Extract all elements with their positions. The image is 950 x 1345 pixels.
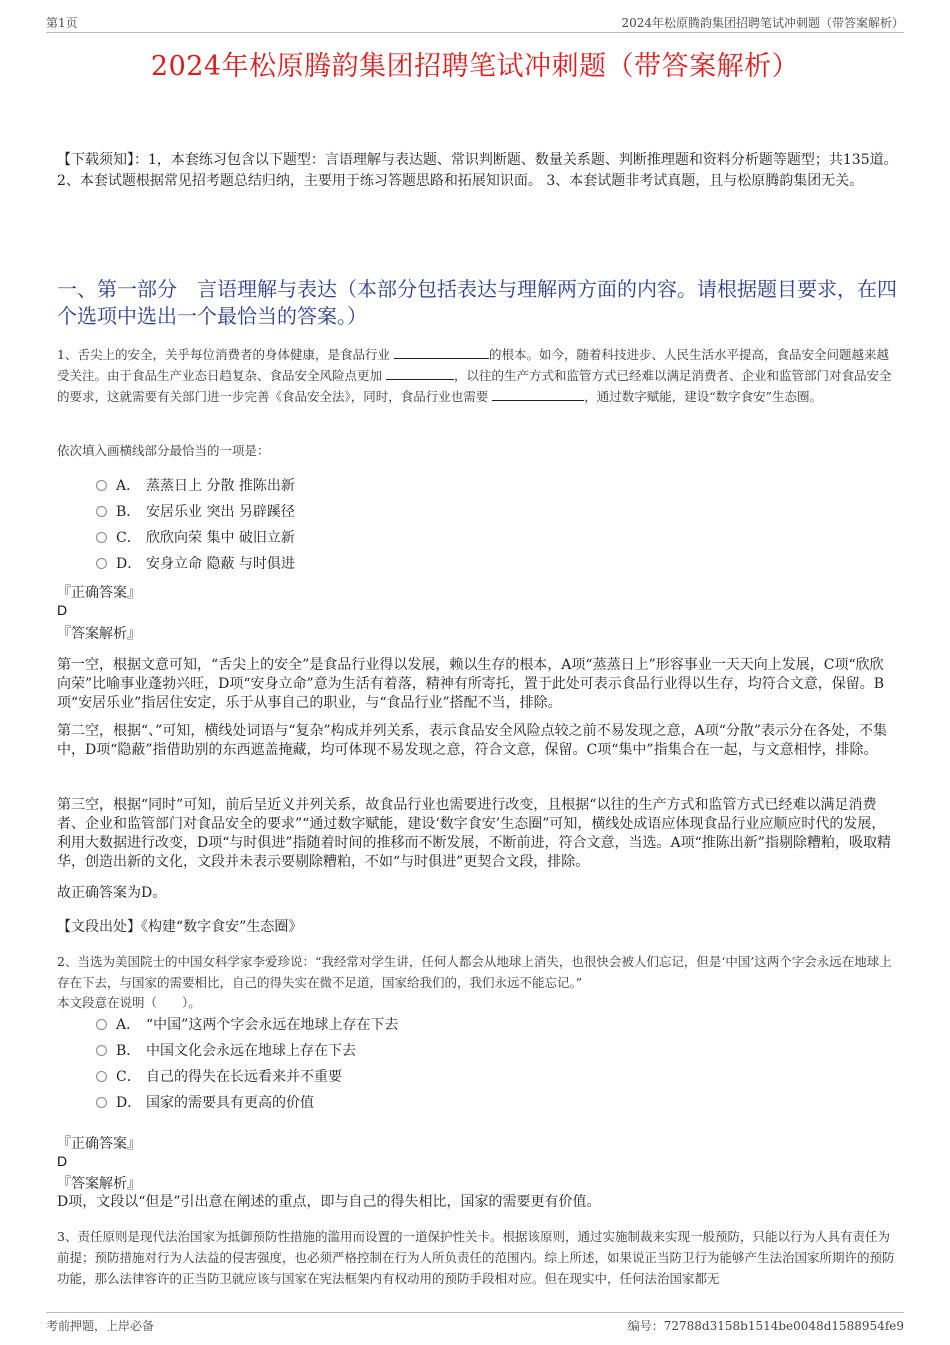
- page-header: [46, 14, 904, 33]
- option-d[interactable]: D． 国家的需要具有更高的价值: [96, 1090, 896, 1116]
- q2-stem: 2、当选为美国院士的中国女科学家李爱珍说：“我经常对学生讲，任何人都会从地球上消失，也很快会被人们忘记，但是‘中国’这两个字会永远在地球上存在下去，与国家的需要相比，自己的得失实在微不足道，国家给我们的，我们永远不能忘记。”: [57, 954, 892, 990]
- option-a[interactable]: A． 蒸蒸日上 分散 推陈出新: [96, 473, 896, 499]
- footer-doc-id: 编号：72788d3158b1514be0048d1588954fe9: [627, 1319, 904, 1333]
- footer-slogan: 考前押题，上岸必备: [46, 1319, 155, 1333]
- radio-icon[interactable]: [96, 480, 107, 491]
- page-number: 第1页: [46, 16, 78, 30]
- page-footer: [46, 1312, 904, 1333]
- q1-source: 【文段出处】《构建“数字食安”生态圈》: [57, 919, 303, 935]
- q1-options: [96, 473, 896, 577]
- radio-icon[interactable]: [96, 558, 107, 569]
- radio-icon[interactable]: [96, 1019, 107, 1030]
- radio-icon[interactable]: [96, 1097, 107, 1108]
- q1-analysis-p1: 第一空，根据文意可知，“舌尖上的安全”是食品行业得以发展，赖以生存的根本，A项“蒸蒸日上”形容事业一天天向上发展，C项“欣欣向荣”比喻事业蓬勃兴旺，D项“安身立命”意为生活有着落，精神有所寄托，置于此处可表示食品行业得以生存，均符合文意，保留。B项“安居乐业”指居住安定，乐于从事自己的职业，与“食品行业”搭配不当，排除。: [57, 657, 884, 711]
- page-title: 2024年松原腾韵集团招聘笔试冲刺题（带答案解析）: [150, 51, 800, 82]
- q1-analysis-p2: 第二空，根据“、”可知，横线处词语与“复杂”构成并列关系，表示食品安全风险点较之前不易发现之意，A项“分散”表示分在各处，不集中，D项“隐蔽”指借助别的东西遮盖掩藏，均可体现不易发现之意，符合文意，保留。C项“集中”指集合在一起，与文意相悖，排除。: [57, 723, 888, 758]
- q1-stem: 1、舌尖上的安全，关乎每位消费者的身体健康，是食品行业 的根本。如今，随着科技进步、人民生活水平提高，食品安全问题越来越受关注。由于食品生产业态日趋复杂、食品安全风险点更加 ，以往的生产方式和监管方式已经难以满足消费者、企业和监管部门对食品安全的要求，这就需要有关部门进一步完善《食品安全法》，同时，食品行业也需要 ，通过数字赋能，建设“数字食安”生态圈。: [57, 347, 892, 404]
- q1-analysis-label: 『答案解析』: [57, 626, 141, 642]
- section-heading: 一、第一部分 言语理解与表达（本部分包括表达与理解两方面的内容。请根据题目要求，在四个选项中选出一个最恰当的答案。）: [57, 277, 897, 328]
- option-c[interactable]: C． 自己的得失在长远看来并不重要: [96, 1064, 896, 1090]
- q1-prompt: 依次填入画横线部分最恰当的一项是：: [57, 443, 270, 458]
- q2-prompt: 本文段意在说明（ ）。: [57, 995, 201, 1010]
- download-notice: 【下载须知】：1，本套练习包含以下题型：言语理解与表达题、常识判断题、数量关系题、判断推理题和资料分析题等题型；共135道。 2、本套试题根据常见招考题总结归纳，主要用于练习答题思路和拓展知识面。 3、本套试题非考试真题，且与松原腾韵集团无关。: [57, 152, 898, 189]
- radio-icon[interactable]: [96, 506, 107, 517]
- radio-icon[interactable]: [96, 532, 107, 543]
- q2-analysis-label: 『答案解析』: [57, 1176, 141, 1192]
- q2-answer: D: [57, 1153, 68, 1169]
- q2-options: [96, 1012, 896, 1116]
- q2-answer-label: 『正确答案』: [57, 1136, 141, 1152]
- blank-line: [394, 346, 489, 359]
- header-doc-title: 2024年松原腾韵集团招聘笔试冲刺题（带答案解析）: [621, 16, 904, 30]
- q1-analysis-conclusion: 故正确答案为D。: [57, 885, 167, 901]
- option-b[interactable]: B． 中国文化会永远在地球上存在下去: [96, 1038, 896, 1064]
- q2-analysis: D项，文段以“但是”引出意在阐述的重点，即与自己的得失相比，国家的需要更有价值。: [57, 1194, 601, 1210]
- q1-answer: D: [57, 602, 68, 618]
- q1-analysis-p3: 第三空，根据“同时”可知，前后呈近义并列关系，故食品行业也需要进行改变，且根据“以往的生产方式和监管方式已经难以满足消费者、企业和监管部门对食品安全的要求”“通过数字赋能，建设‘数字食安’生态圈”可知，横线处成语应体现食品行业应顺应时代的发展，利用大数据进行改变，D项“与时俱进”指随着时间的推移而不断发展，不断前进，符合文意，当选。A项“推陈出新”指剔除糟粕，吸取精华，创造出新的文化，文段并未表示要剔除糟粕，不如“与时俱进”更契合文段，排除。: [57, 797, 891, 870]
- option-d[interactable]: D． 安身立命 隐蔽 与时俱进: [96, 551, 896, 577]
- blank-line: [492, 388, 584, 401]
- option-b[interactable]: B． 安居乐业 突出 另辟蹊径: [96, 499, 896, 525]
- blank-line: [386, 367, 454, 380]
- radio-icon[interactable]: [96, 1071, 107, 1082]
- option-a[interactable]: A． “中国”这两个字会永远在地球上存在下去: [96, 1012, 896, 1038]
- q3-stem: 3、责任原则是现代法治国家为抵御预防性措施的滥用而设置的一道保护性关卡。根据该原则，通过实施制裁来实现一般预防，只能以行为人具有责任为前提；预防措施对行为人法益的侵害强度，也必须严格控制在行为人所负责任的范围内。综上所述，如果说正当防卫行为能够产生法治国家所期许的预防功能，那么法律容许的正当防卫就应该与国家在宪法框架内有权动用的预防手段相对应。但在现实中，任何法治国家都无: [57, 1229, 895, 1286]
- option-c[interactable]: C． 欣欣向荣 集中 破旧立新: [96, 525, 896, 551]
- q1-answer-label: 『正确答案』: [57, 585, 141, 601]
- radio-icon[interactable]: [96, 1045, 107, 1056]
